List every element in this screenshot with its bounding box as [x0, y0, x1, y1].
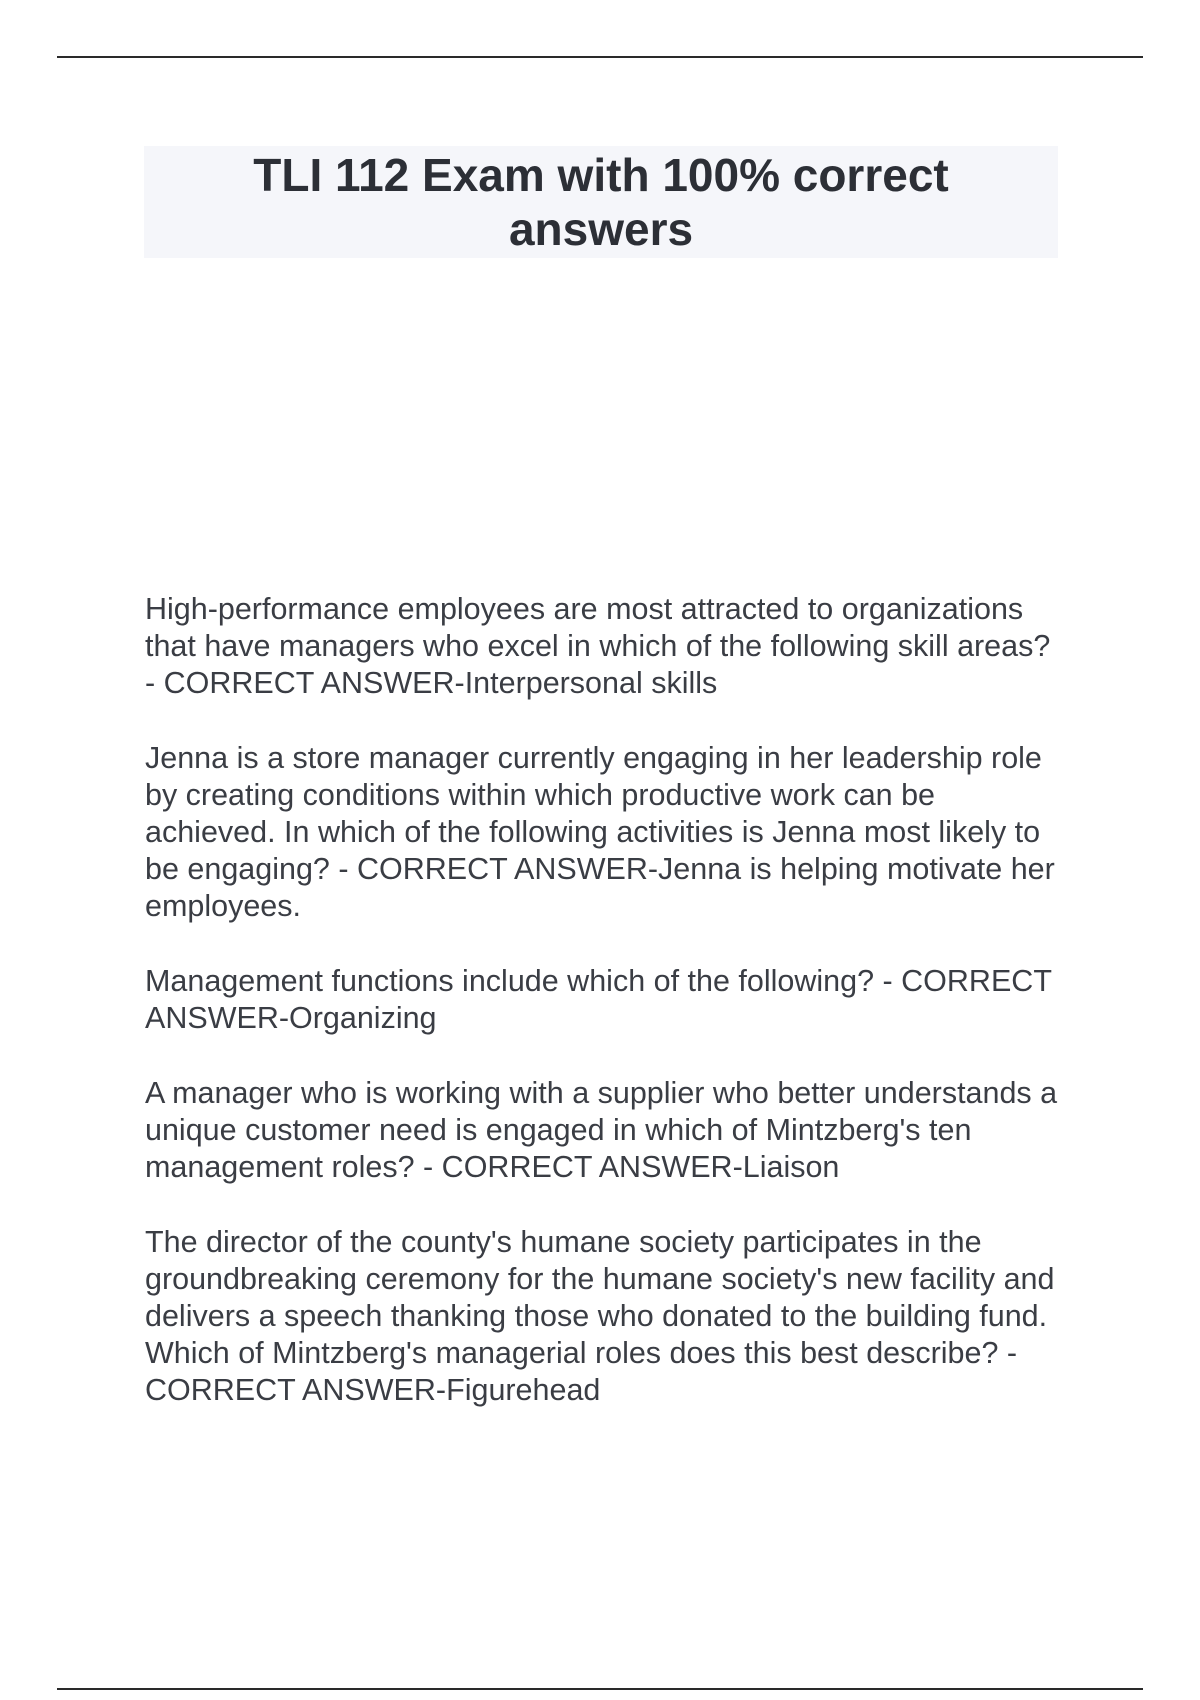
- bottom-divider: [57, 1688, 1143, 1690]
- top-divider: [57, 56, 1143, 58]
- qa-list: [145, 591, 1065, 1447]
- qa-item: High-performance employees are most attracted to organizations that have managers who excel in which of the following skill areas? - CORRECT ANSWER-Interpersonal skills: [145, 592, 1051, 700]
- qa-item: Jenna is a store manager currently engaging in her leadership role by creating conditions within which productive work can be achieved. In which of the following activities is Jenna most likely to be engaging? - CORRECT ANSWER-Jenna is helping motivate her employees.: [145, 741, 1055, 923]
- qa-item: Management functions include which of the following? - CORRECT ANSWER-Organizing: [145, 964, 1052, 1035]
- title-banner: [144, 146, 1058, 258]
- qa-item: The director of the county's humane society participates in the groundbreaking ceremony for the humane society's new facility and delivers a speech thanking those who donated to the building fund. Which of Mintzberg's managerial roles does this best describe? - CORRECT ANSWER-Figurehead: [145, 1225, 1055, 1407]
- document-title: TLI 112 Exam with 100% correct answers: [253, 149, 949, 255]
- qa-item: A manager who is working with a supplier who better understands a unique customer need is engaged in which of Mintzberg's ten management roles? - CORRECT ANSWER-Liaison: [145, 1076, 1058, 1184]
